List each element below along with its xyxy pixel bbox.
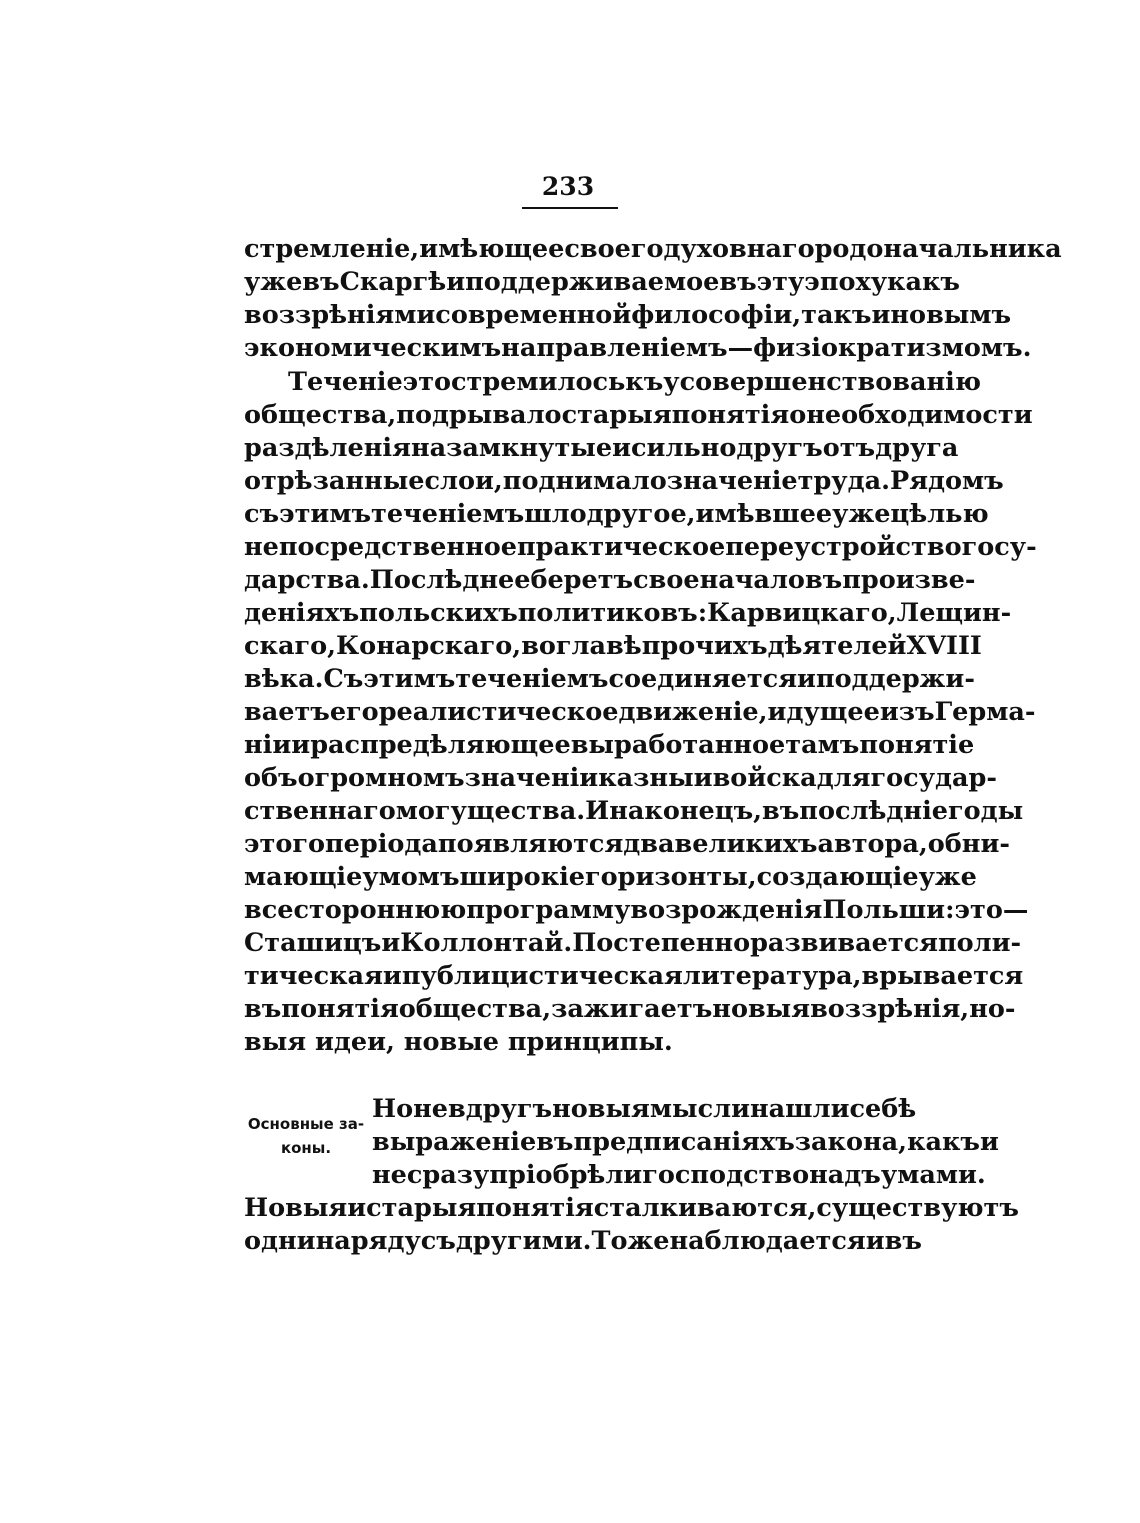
word: Скаргѣ (339, 267, 447, 297)
word: въ (536, 1127, 574, 1157)
word: выраженіе (372, 1127, 537, 1157)
word: господство (642, 1160, 810, 1190)
word: непосредственное (244, 532, 517, 562)
word: эпоху (804, 267, 888, 297)
text-line (288, 366, 981, 399)
word: ряду (350, 1226, 421, 1256)
word: теченіемъ (455, 664, 609, 694)
text-line (372, 1093, 917, 1126)
page-number-rule (522, 207, 618, 209)
word: Сташицъ (244, 928, 382, 958)
word: выработанное (570, 730, 786, 760)
text-line (244, 762, 997, 795)
word: уже (832, 499, 891, 529)
word: предписаніяхъ (573, 1127, 795, 1157)
word: ніи (244, 730, 292, 760)
word: госу- (961, 532, 1037, 562)
word: существуютъ (816, 1193, 1019, 1223)
word: надъ (809, 1160, 881, 1190)
word: этого (244, 829, 325, 859)
word: врывается (861, 961, 1024, 991)
word: вдругъ (448, 1094, 553, 1124)
word: другое, (586, 499, 696, 529)
word: не (372, 1160, 407, 1190)
word: реалистическое (378, 697, 619, 727)
word: практическое (516, 532, 726, 562)
word: произве- (842, 565, 976, 595)
word: понятія (281, 994, 399, 1024)
word: Коллонтай. (400, 928, 573, 958)
word: но- (969, 994, 1016, 1024)
word: закона, (794, 1127, 908, 1157)
word: себѣ (849, 1094, 917, 1124)
word: въ (804, 565, 843, 595)
word: новыя (552, 1094, 650, 1124)
word: объ (244, 763, 298, 793)
word: слои, (424, 466, 503, 496)
word: понятія (476, 1193, 594, 1223)
word: общества, (398, 994, 552, 1024)
text-line (244, 332, 1032, 365)
word: годы (947, 796, 1024, 826)
word: новымъ (890, 300, 1012, 330)
word: въ (719, 267, 757, 297)
word: главѣ (555, 631, 642, 661)
word: отрѣзанные (244, 466, 425, 496)
word: значеніи (464, 763, 599, 793)
word: о (789, 400, 807, 430)
word: такъ (801, 300, 872, 330)
word: возрожденія (630, 895, 823, 925)
word: въ (884, 1226, 922, 1256)
word: и (612, 433, 631, 463)
word: Новыя (244, 1193, 348, 1223)
text-line (244, 531, 1037, 564)
word: наблюдается (669, 1226, 866, 1256)
word: современной (435, 300, 632, 330)
word: понятія (671, 400, 790, 430)
word: этимъ (279, 499, 372, 529)
word: Герма- (934, 697, 1036, 727)
word: появляются (437, 829, 624, 859)
word: и (291, 730, 311, 760)
text-line (244, 696, 1036, 729)
word: во (521, 631, 556, 661)
word: стремилось (451, 367, 626, 397)
word: отъ (822, 433, 876, 463)
word: дарства. (244, 565, 370, 595)
word: подрывало (396, 400, 562, 430)
word: великихъ (674, 829, 818, 859)
word: и (865, 1226, 885, 1256)
word: польскихъ (359, 598, 518, 628)
word: воззрѣніями (244, 300, 436, 330)
word: новыя (712, 994, 811, 1024)
word: Съ (323, 664, 364, 694)
word: сразу (406, 1160, 490, 1190)
word: вѣка. (244, 664, 324, 694)
word: шло (524, 499, 587, 529)
word: цѣлью (890, 499, 989, 529)
word: сталкиваются, (593, 1193, 817, 1223)
text-line (244, 498, 989, 531)
word: литература, (682, 961, 862, 991)
word: на (315, 1226, 351, 1256)
text-line-last: выя идеи, новые принципы. (244, 1027, 673, 1057)
word: въ (244, 994, 282, 1024)
text-line (244, 993, 1016, 1026)
word: всестороннюю (244, 895, 467, 925)
word: мающіе (244, 862, 363, 892)
text-line (244, 299, 1012, 332)
word: раздѣленія (244, 433, 411, 463)
word: создающіе (756, 862, 919, 892)
word: распредѣляющее (310, 730, 571, 760)
text-line (244, 266, 960, 299)
word: и (347, 1193, 367, 1223)
word: умами. (880, 1160, 986, 1190)
word: на (410, 433, 447, 463)
word: пріобрѣли (489, 1160, 643, 1190)
word: программу (466, 895, 631, 925)
word: направленіемъ—физіократизмомъ. (501, 333, 1032, 363)
word: Рядомъ (890, 466, 1004, 496)
word: понятіе (859, 730, 975, 760)
word: какъ (907, 1127, 980, 1157)
word: Лещин- (896, 598, 1012, 628)
text-line (372, 1159, 986, 1192)
text-line (244, 399, 1033, 432)
text-line (244, 861, 977, 894)
word: могущества. (395, 796, 586, 826)
word: поднимало (502, 466, 667, 496)
word: сильно (631, 433, 737, 463)
word: движеніе, (618, 697, 768, 727)
text-line (244, 960, 1024, 993)
text-line (244, 1192, 1019, 1225)
word: эту (756, 267, 805, 297)
word: это (402, 367, 452, 397)
word: свое (633, 565, 700, 595)
word: же (627, 1226, 670, 1256)
word: публицистическая (401, 961, 683, 991)
word: и (871, 300, 891, 330)
word: государ- (870, 763, 997, 793)
word: имѣющее (419, 234, 565, 264)
word: другими. (455, 1226, 592, 1256)
word: Послѣднее (369, 565, 531, 595)
word: войска (712, 763, 817, 793)
word: его (329, 697, 379, 727)
word: значеніе (666, 466, 798, 496)
word: широкіе (459, 862, 586, 892)
word: общества, (244, 400, 397, 430)
word: одни (244, 1226, 316, 1256)
text-line (244, 465, 1004, 498)
word: друга (875, 433, 959, 463)
word: философіи, (631, 300, 802, 330)
text-line (244, 233, 1062, 266)
word: Конарскаго, (335, 631, 522, 661)
text-line (244, 828, 1010, 861)
text-line (244, 564, 976, 597)
word: старыя (561, 400, 672, 430)
word: и (381, 928, 401, 958)
word: теченіемъ (371, 499, 525, 529)
word: воззрѣнія, (810, 994, 970, 1024)
word: періода (324, 829, 438, 859)
word: ваетъ (244, 697, 330, 727)
word: идущее (767, 697, 880, 727)
text-line (244, 927, 1022, 960)
word: тамъ (785, 730, 860, 760)
word: прочихъ (641, 631, 768, 661)
word: своего (564, 234, 664, 264)
word: уже (244, 267, 303, 297)
word: необходимости (806, 400, 1033, 430)
word: это— (954, 895, 1029, 925)
word: экономическимъ (244, 333, 502, 363)
word: и (382, 961, 402, 991)
word: какъ (887, 267, 960, 297)
word: въ (762, 796, 800, 826)
word: Но (372, 1094, 414, 1124)
margin-note-line: Основные за- (247, 1115, 365, 1133)
word: послѣдніе (799, 796, 948, 826)
word: поли- (937, 928, 1022, 958)
word: наконецъ, (609, 796, 763, 826)
word: деніяхъ (244, 598, 360, 628)
text-line (244, 729, 975, 762)
word: поддерживаемое (465, 267, 720, 297)
word: для (816, 763, 871, 793)
text-line (244, 1225, 922, 1258)
word: То (591, 1226, 628, 1256)
word: XVIII (906, 631, 982, 661)
word: съ (244, 499, 280, 529)
word: и (979, 1127, 999, 1157)
word: Постепенно (572, 928, 751, 958)
word: съ (420, 1226, 456, 1256)
word: зажигаетъ (551, 994, 713, 1024)
word: старыя (366, 1193, 477, 1223)
word: переустройство (725, 532, 962, 562)
word: и (446, 267, 466, 297)
word: беретъ (530, 565, 634, 595)
word: огромномъ (297, 763, 465, 793)
word: два (623, 829, 675, 859)
word: скаго, (244, 631, 336, 661)
word: въ (302, 267, 340, 297)
word: труда. (797, 466, 891, 496)
word: дѣятелей (767, 631, 907, 661)
word: и (797, 664, 816, 694)
word: обни- (927, 829, 1010, 859)
word: Теченіе (288, 367, 403, 397)
margin-note (244, 1112, 368, 1160)
word: нашли (750, 1094, 850, 1124)
word: политиковъ: (517, 598, 708, 628)
word: родоначальника (814, 234, 1062, 264)
word: имѣвшее (695, 499, 833, 529)
word: замкнутые (446, 433, 613, 463)
text-line (244, 630, 982, 663)
word: не (413, 1094, 448, 1124)
text-line (244, 894, 1029, 927)
text-line (244, 795, 1024, 828)
word: развивается (750, 928, 938, 958)
word: горизонты, (585, 862, 757, 892)
word: умомъ (362, 862, 460, 892)
word: мысли (649, 1094, 750, 1124)
word: поддержи- (815, 664, 975, 694)
word: другъ (736, 433, 823, 463)
word: начало (699, 565, 805, 595)
word: ственнаго (244, 796, 396, 826)
margin-note-line: коны. (280, 1139, 332, 1157)
word: соединяется (608, 664, 798, 694)
text-line (372, 1126, 999, 1159)
word: Польши: (822, 895, 955, 925)
word: усовершенствованію (663, 367, 981, 397)
word: этимъ (363, 664, 456, 694)
word: къ (625, 367, 664, 397)
word: Карвицкаго, (707, 598, 897, 628)
word: и (693, 763, 713, 793)
word: изъ (879, 697, 935, 727)
word: духовнаго (663, 234, 815, 264)
word: уже (918, 862, 977, 892)
word: казны (598, 763, 694, 793)
page-number: 233 (541, 172, 595, 201)
text-line (244, 597, 1012, 630)
word: тическая (244, 961, 383, 991)
word: автора, (817, 829, 928, 859)
word: И (585, 796, 610, 826)
text-line (244, 432, 959, 465)
text-line (244, 663, 975, 696)
word: стремленіе, (244, 234, 420, 264)
